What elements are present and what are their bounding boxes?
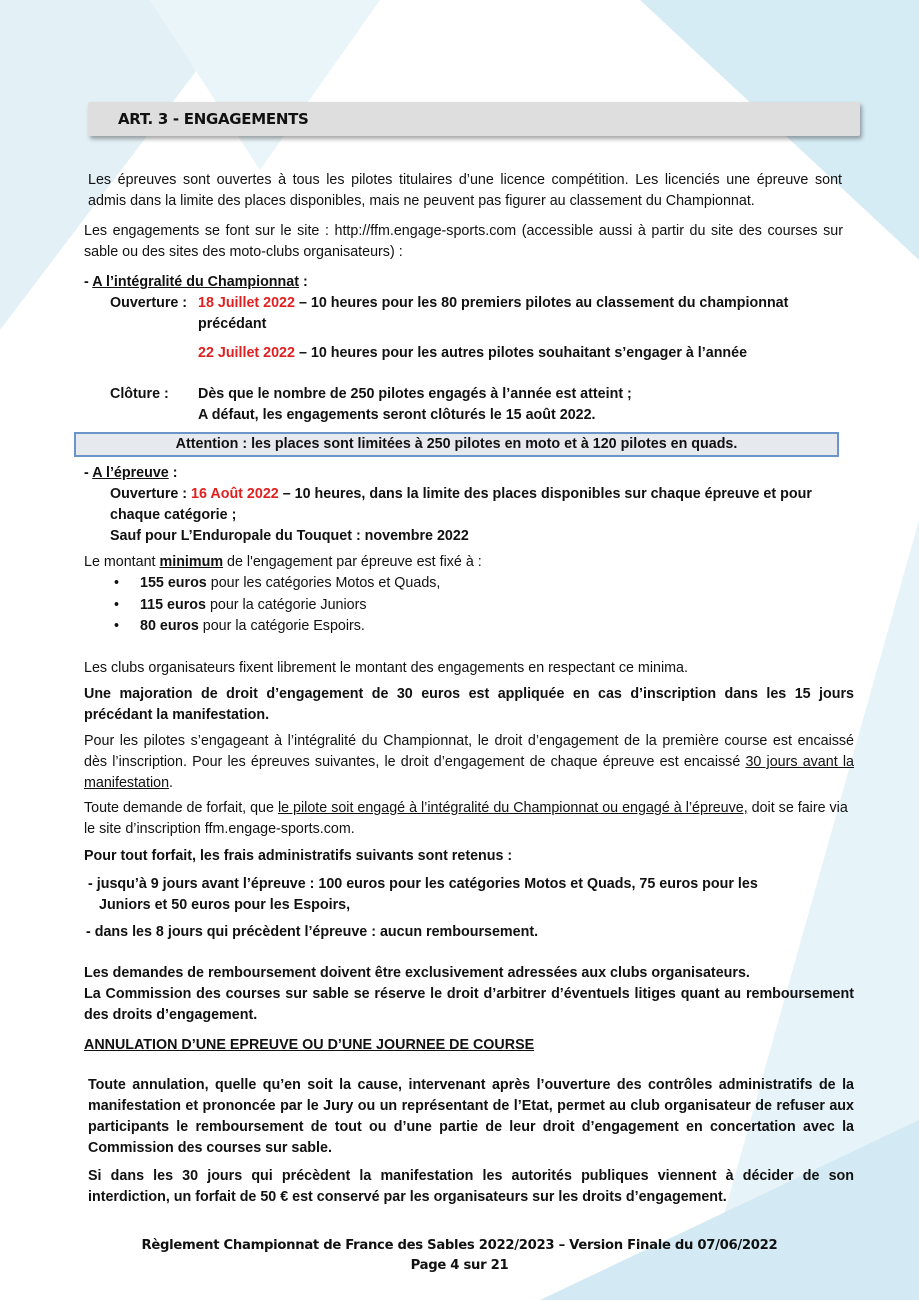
forfeit-paragraph: Toute demande de forfait, que le pilote soit engagé à l’intégralité du Championnat ou engagé à l’épreuve, doit se faire via le site d’inscription ffm.engage-sports.com. [84, 800, 848, 837]
fees-heading: Pour tout forfait, les frais administratifs suivants sont retenus : [84, 848, 513, 864]
cancellation-heading: ANNULATION D’UNE EPREUVE OU D’UNE JOURNEE DE COURSE [84, 1037, 535, 1053]
minimum-fee-list [110, 573, 440, 638]
championship-opening-line1: 18 Juillet 2022 – 10 heures pour les 80 premiers pilotes au classement du championnat [198, 295, 789, 311]
fee-line-2: - dans les 8 jours qui précèdent l’épreuve : aucun remboursement. [86, 924, 539, 940]
refund-paragraph-2: La Commission des courses sur sable se réserve le droit d’arbitrer d’éventuels litiges quant au remboursement des droits d’engagement. [84, 986, 854, 1023]
attention-box: Attention : les places sont limitées à 250 pilotes en moto et à 120 pilotes en quads. [74, 432, 839, 457]
footer-title: Règlement Championnat de France des Sables 2022/2023 – Version Finale du 07/06/2022 [141, 1238, 778, 1253]
event-exception: Sauf pour L’Enduropale du Touquet : novembre 2022 [110, 528, 469, 544]
bullet-icon: • [114, 596, 120, 613]
cancellation-paragraph-2: Si dans les 30 jours qui précèdent la manifestation les autorités publiques viennent à décider de son interdiction, un forfait de 50 € est conservé par les organisateurs sur les droits d’engagement. [88, 1168, 854, 1205]
championship-closing-line2: A défaut, les engagements seront clôturés le 15 août 2022. [198, 407, 596, 423]
list-item: • 80 euros pour la catégorie Espoirs. [110, 616, 440, 638]
section-title: ART. 3 - ENGAGEMENTS [118, 110, 309, 128]
list-item: • 155 euros pour les catégories Motos et Quads, [110, 573, 440, 595]
championship-closing-line1: Dès que le nombre de 250 pilotes engagés à l’année est atteint ; [198, 386, 632, 402]
championship-opening-line2: 22 Juillet 2022 – 10 heures pour les autres pilotes souhaitant s’engager à l’année [198, 345, 748, 361]
championship-closing-label: Clôture : [110, 386, 169, 402]
section-header [88, 102, 860, 136]
championship-opening-line1b: précédant [198, 316, 267, 332]
list-item: • 115 euros pour la catégorie Juniors [110, 595, 440, 617]
intro-paragraph-2: Les engagements se font sur le site : http://ffm.engage-sports.com (accessible aussi à partir du site des courses sur sable ou des sites des moto-clubs organisateurs) : [84, 223, 843, 260]
championship-opening-label: Ouverture : [110, 295, 188, 311]
bullet-icon: • [114, 618, 120, 634]
clubs-paragraph: Les clubs organisateurs fixent librement le montant des engagements en respectant ce minima. [84, 660, 688, 676]
event-opening: Ouverture : 16 Août 2022 – 10 heures, dans la limite des places disponibles sur chaque épreuve et pour chaque catégorie ; [110, 486, 812, 523]
fee-line-1: - jusqu’à 9 jours avant l’épreuve : 100 euros pour les catégories Motos et Quads, 75 euros pour les [88, 876, 758, 892]
cancellation-paragraph-1: Toute annulation, quelle qu’en soit la cause, intervenant après l’ouverture des contrôles administratifs de la manifestation et prononcée par le Jury ou un représentant de l’Etat, permet au club organisateur de refuser aux participants le remboursement de tout ou d’une partie de leur droit d’engagement en concertation avec la Commission des courses sur sable. [88, 1077, 854, 1156]
event-heading: - A l’épreuve : [84, 465, 178, 481]
intro-paragraph-1: Les épreuves sont ouvertes à tous les pilotes titulaires d’une licence compétition. Les licenciés une épreuve sont admis dans la limite des places disponibles, mais ne peuvent pas figurer au classement du Championnat. [88, 172, 842, 209]
refund-paragraph-1: Les demandes de remboursement doivent être exclusivement adressées aux clubs organisateurs. [84, 965, 750, 981]
fee-line-1b: Juniors et 50 euros pour les Espoirs, [99, 897, 351, 913]
surcharge-paragraph: Une majoration de droit d’engagement de 30 euros est appliquée en cas d’inscription dans les 15 jours précédant la manifestation. [84, 686, 854, 723]
page-number: Page 4 sur 21 [410, 1258, 509, 1273]
championship-fee-paragraph: Pour les pilotes s’engageant à l’intégralité du Championnat, le droit d’engagement de la première course est encaissé dès l’inscription. Pour les épreuves suivantes, le droit d’engagement de chaque épreuve est encaissé 30 jours avant la manifestation. [84, 733, 854, 791]
minimum-fee-line: Le montant minimum de l'engagement par épreuve est fixé à : [84, 554, 482, 570]
championship-heading: - A l’intégralité du Championnat : [84, 274, 308, 290]
bullet-icon: • [114, 575, 120, 591]
